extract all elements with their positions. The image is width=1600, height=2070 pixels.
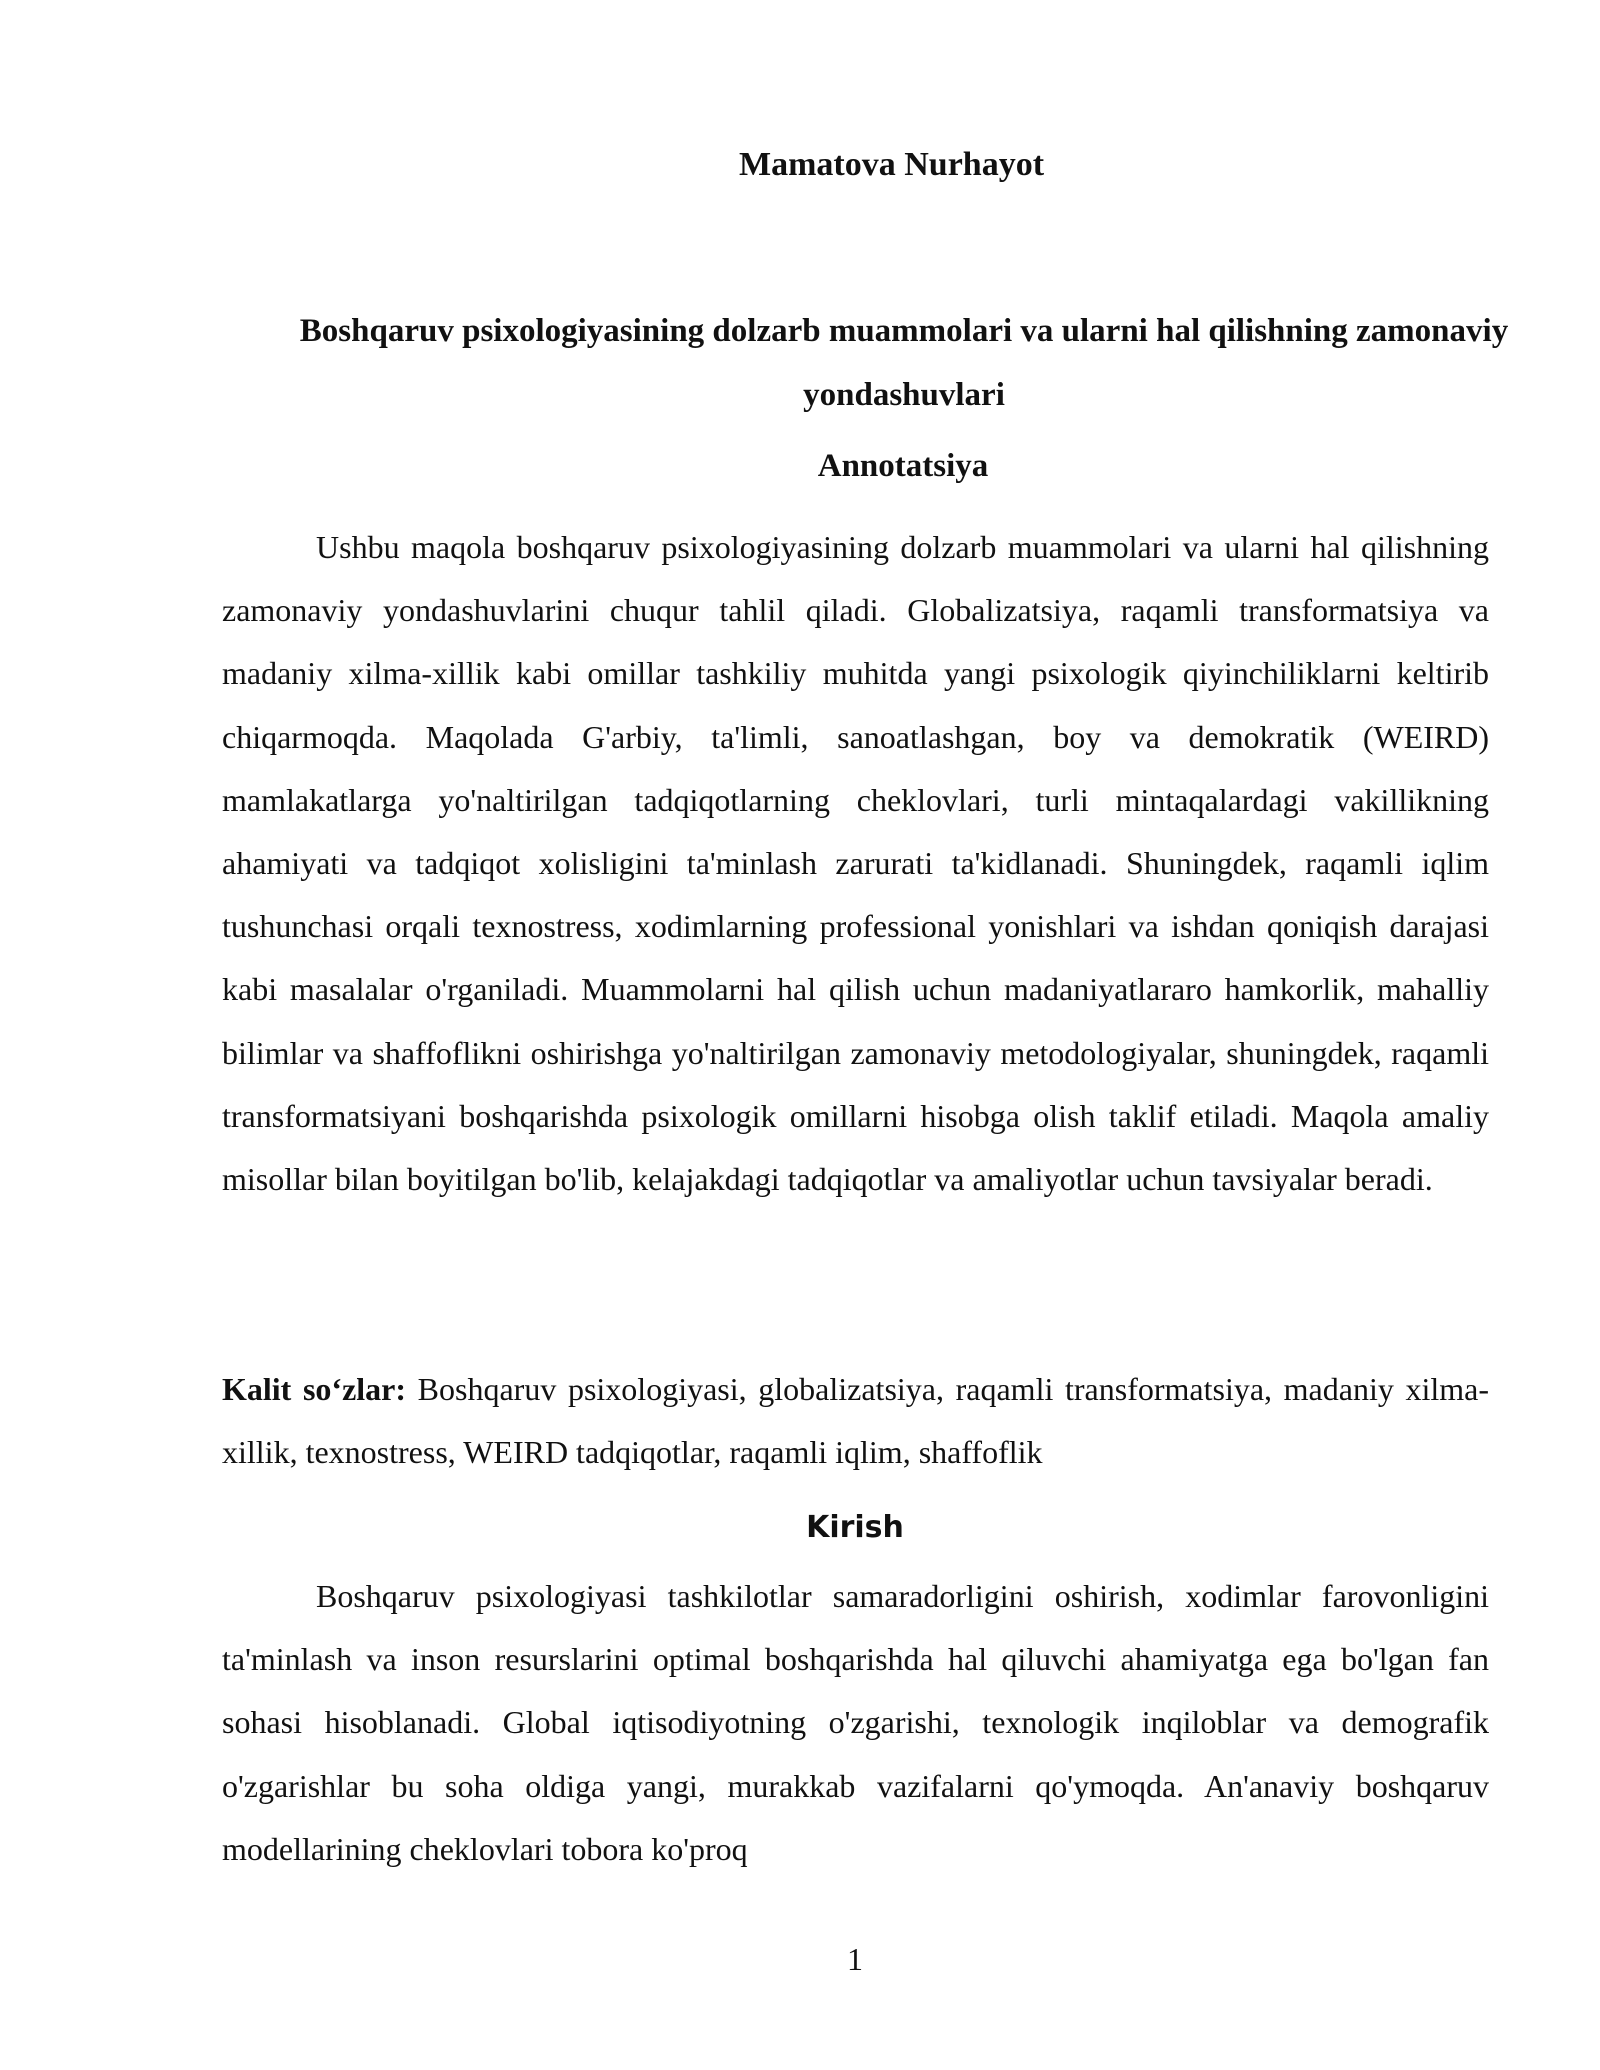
keywords-text: Boshqaruv psixologiyasi, globalizatsiya, raqamli transformatsiya, madaniy xilma-xillik, texnostress, WEIRD tadqiqotlar, raqamli iqlim, shaffoflik <box>222 1371 1490 1471</box>
introduction-heading: Kirish <box>806 1510 904 1545</box>
abstract-paragraph: Ushbu maqola boshqaruv psixologiyasining dolzarb muammolari va ularni hal qilishning zamonaviy yondashuvlarini chuqur tahlil qiladi. Globalizatsiya, raqamli transformatsiya va madaniy xilma-xillik kabi omillar tashkiliy muhitda yangi psixologik qiyinchiliklarni keltirib chiqarmoqda. Maqolada G'arbiy, ta'limli, sanoatlashgan, boy va demokratik (WEIRD) mamlakatlarga yo'naltirilgan tadqiqotlarning cheklovlari, turli mintaqalardagi vakillikning ahamiyati va tadqiqot xolisligini ta'minlash zarurati ta'kidlanadi. Shuningdek, raqamli iqlim tushunchasi orqali texnostress, xodimlarning professional yonishlari va ishdan qoniqish darajasi kabi masalalar o'rganiladi. Muammolarni hal qilish uchun madaniyatlararo hamkorlik, mahalliy bilimlar va shaffoflikni oshirishga yo'naltirilgan zamonaviy metodologiyalar, shuningdek, raqamli transformatsiyani boshqarishda psixologik omillarni hisobga olish taklif etiladi. Maqola amaliy misollar bilan boyitilgan bo'lib, kelajakdagi tadqiqotlar va amaliyotlar uchun tavsiyalar beradi. <box>222 529 1489 1198</box>
page-number: 1 <box>847 1941 863 1977</box>
introduction-paragraph: Boshqaruv psixologiyasi tashkilotlar samaradorligini oshirish, xodimlar farovonligini ta'minlash va inson resurslarini optimal boshqarishda hal qiluvchi ahamiyatga ega bo'lgan fan sohasi hisoblanadi. Global iqtisodiyotning o'zgarishi, texnologik inqiloblar va demografik o'zgarishlar bu soha oldiga yangi, murakkab vazifalarni qo'ymoqda. An'anaviy boshqaruv modellarining cheklovlari tobora ko'proq <box>222 1578 1489 1867</box>
keywords-label: Kalit so‘zlar: <box>222 1371 407 1407</box>
article-title: Boshqaruv psixologiyasining dolzarb muammolari va ularni hal qilishning zamonaviy yondashuvlari <box>299 313 1509 413</box>
abstract-heading: Annotatsiya <box>817 448 989 484</box>
author-name: Mamatova Nurhayot <box>739 146 1045 183</box>
keywords-paragraph <box>222 1358 1489 1484</box>
